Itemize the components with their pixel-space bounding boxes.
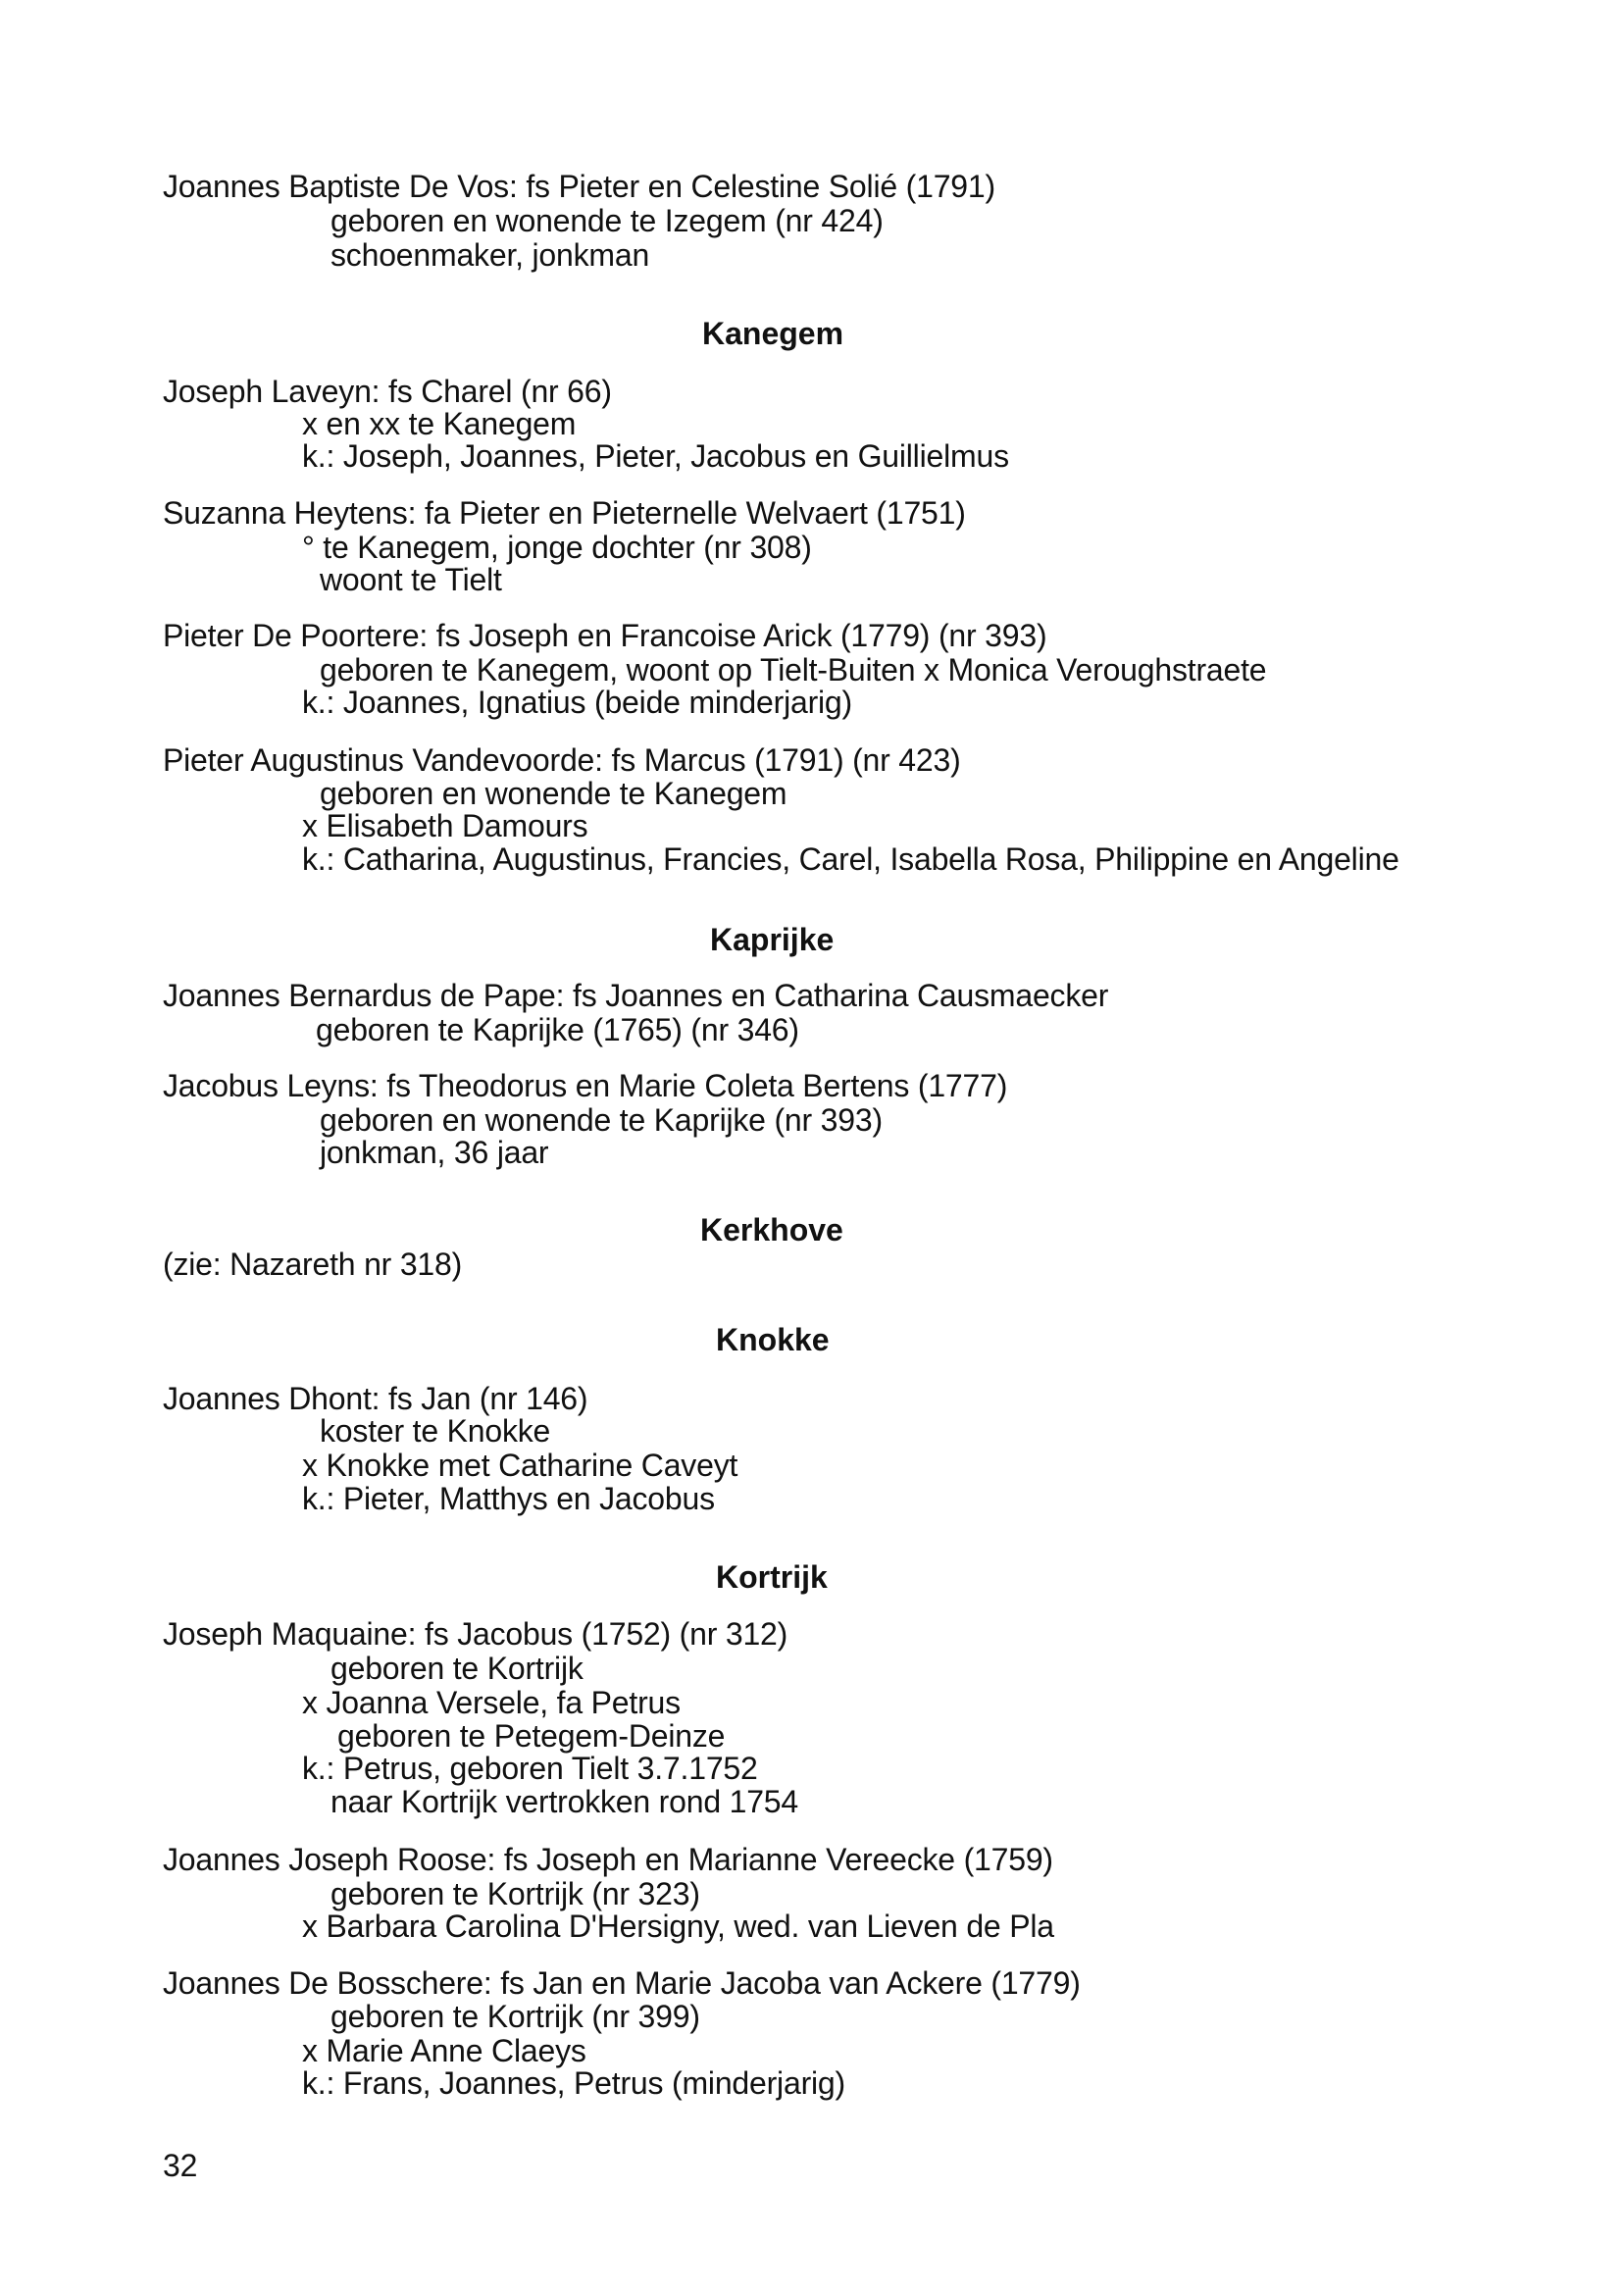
entry-dhont-line3: x Knokke met Catharine Caveyt	[302, 1448, 738, 1483]
entry-de-bosschere-line3: x Marie Anne Claeys	[302, 2033, 586, 2068]
entry-leyns-line3: jonkman, 36 jaar	[320, 1135, 549, 1170]
entry-de-vos-line3: schoenmaker, jonkman	[330, 237, 650, 273]
entry-roose-line1: Joannes Joseph Roose: fs Joseph en Marianne Vereecke (1759)	[163, 1842, 1053, 1877]
entry-de-bosschere-line4: k.: Frans, Joannes, Petrus (minderjarig)	[302, 2065, 845, 2101]
section-heading-kanegem: Kanegem	[702, 316, 844, 351]
entry-vandevoorde-line3: x Elisabeth Damours	[302, 808, 588, 843]
entry-dhont-line2: koster te Knokke	[320, 1413, 551, 1449]
entry-de-vos-line2: geboren en wonende te Izegem (nr 424)	[330, 203, 884, 238]
entry-roose-line3: x Barbara Carolina D'Hersigny, wed. van Lieven de Pla	[302, 1909, 1054, 1944]
section-heading-knokke: Knokke	[716, 1322, 830, 1357]
entry-de-bosschere-line2: geboren te Kortrijk (nr 399)	[330, 1999, 700, 2034]
entry-de-bosschere-line1: Joannes De Bosschere: fs Jan en Marie Jacoba van Ackere (1779)	[163, 1965, 1081, 2001]
entry-dhont-line1: Joannes Dhont: fs Jan (nr 146)	[163, 1381, 588, 1416]
entry-roose-line2: geboren te Kortrijk (nr 323)	[330, 1876, 700, 1911]
entry-leyns-line2: geboren en wonende te Kaprijke (nr 393)	[320, 1102, 883, 1138]
entry-laveyn-line2: x en xx te Kanegem	[302, 406, 577, 441]
page-number: 32	[163, 2148, 198, 2183]
entry-dhont-line4: k.: Pieter, Matthys en Jacobus	[302, 1481, 715, 1516]
entry-laveyn-line1: Joseph Laveyn: fs Charel (nr 66)	[163, 374, 612, 409]
entry-de-poortere-line3: k.: Joannes, Ignatius (beide minderjarig)	[302, 685, 852, 720]
entry-vandevoorde-line1: Pieter Augustinus Vandevoorde: fs Marcus (1791) (nr 423)	[163, 742, 961, 778]
entry-de-pape-line2: geboren te Kaprijke (1765) (nr 346)	[316, 1012, 799, 1047]
entry-maquaine-line3: x Joanna Versele, fa Petrus	[302, 1685, 681, 1720]
entry-heytens-line3: woont te Tielt	[320, 562, 502, 597]
kerkhove-cross-reference: (zie: Nazareth nr 318)	[163, 1247, 463, 1282]
entry-maquaine-line1: Joseph Maquaine: fs Jacobus (1752) (nr 312)	[163, 1616, 788, 1652]
entry-leyns-line1: Jacobus Leyns: fs Theodorus en Marie Coleta Bertens (1777)	[163, 1068, 1008, 1103]
section-heading-kaprijke: Kaprijke	[710, 922, 835, 957]
entry-heytens-line1: Suzanna Heytens: fa Pieter en Pieternelle Welvaert (1751)	[163, 495, 966, 531]
entry-de-poortere-line2: geboren te Kanegem, woont op Tielt-Buiten x Monica Veroughstraete	[320, 652, 1267, 687]
section-heading-kortrijk: Kortrijk	[716, 1559, 828, 1595]
entry-maquaine-line4: geboren te Petegem-Deinze	[337, 1718, 726, 1754]
entry-de-vos-line1: Joannes Baptiste De Vos: fs Pieter en Celestine Solié (1791)	[163, 169, 995, 204]
entry-maquaine-line5: k.: Petrus, geboren Tielt 3.7.1752	[302, 1751, 758, 1786]
section-heading-kerkhove: Kerkhove	[700, 1212, 843, 1247]
entry-de-poortere-line1: Pieter De Poortere: fs Joseph en Francoise Arick (1779) (nr 393)	[163, 618, 1047, 653]
entry-de-pape-line1: Joannes Bernardus de Pape: fs Joannes en Catharina Causmaecker	[163, 978, 1109, 1013]
entry-vandevoorde-line4: k.: Catharina, Augustinus, Francies, Carel, Isabella Rosa, Philippine en Angeline	[302, 841, 1399, 877]
entry-maquaine-line2: geboren te Kortrijk	[330, 1651, 584, 1686]
entry-heytens-line2: ° te Kanegem, jonge dochter (nr 308)	[302, 530, 812, 565]
entry-maquaine-line6: naar Kortrijk vertrokken rond 1754	[330, 1784, 798, 1819]
entry-vandevoorde-line2: geboren en wonende te Kanegem	[320, 776, 787, 811]
entry-laveyn-line3: k.: Joseph, Joannes, Pieter, Jacobus en Guillielmus	[302, 438, 1009, 474]
